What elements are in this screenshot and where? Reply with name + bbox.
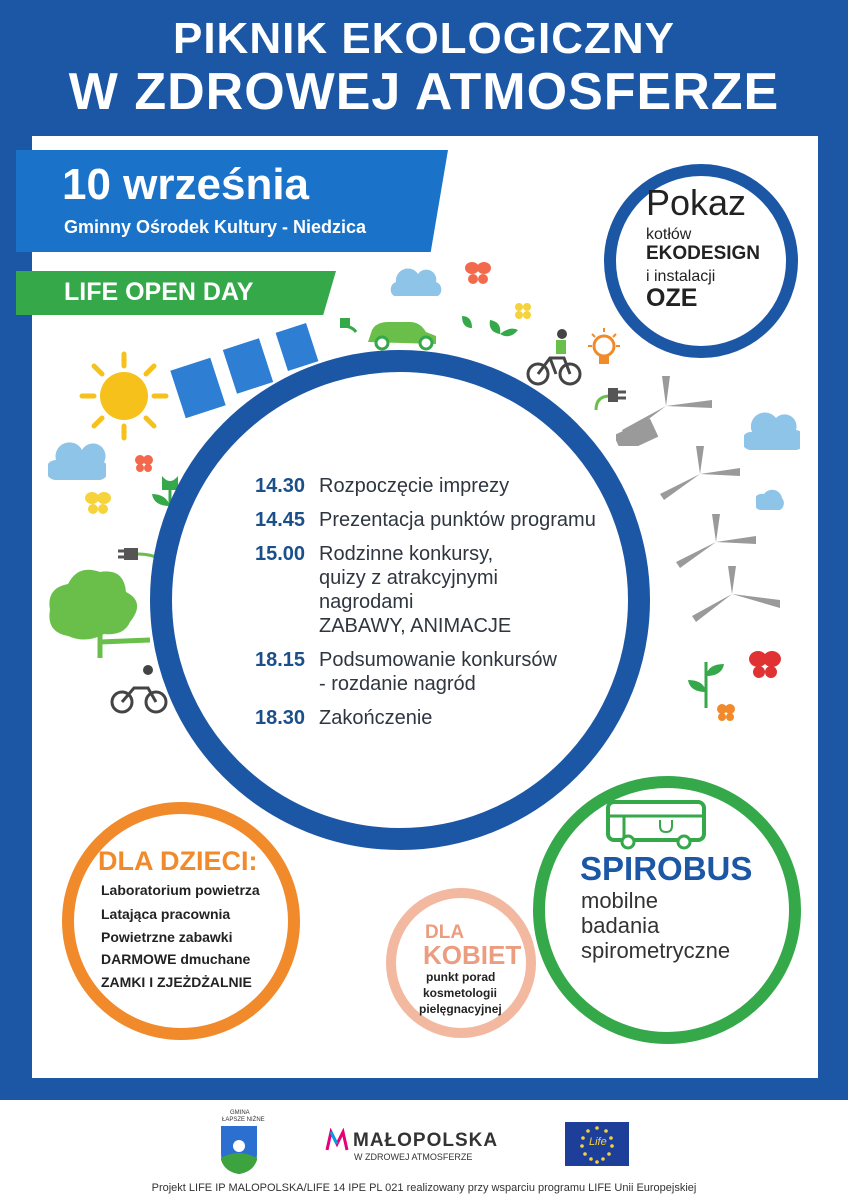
dzieci-item: Powietrzne zabawki [101,929,233,945]
pokaz-line: OZE [646,284,698,312]
butterfly-icon [748,650,782,680]
schedule-time: 18.15 [255,649,306,671]
kobiet-title-line1: DLA [425,922,465,943]
schedule-time: 15.00 [255,543,306,565]
flower-icon [684,652,728,708]
event-date: 10 września [62,160,310,209]
footer-note: Projekt LIFE IP MALOPOLSKA/LIFE 14 IPE PL 021 realizowany przy wsparciu programu LIFE Unii Europejskiej [151,1182,697,1194]
butterfly-icon [716,704,736,722]
cloud-icon [744,396,800,452]
pokaz-line: kotłów [646,226,692,243]
malopolska-subtitle: W ZDROWEJ ATMOSFERZE [354,1152,473,1162]
kobiet-title-line2: KOBIET [423,940,522,970]
dzieci-item: ZAMKI I ZJEŻDŻALNIE [101,974,252,990]
spirobus-item: spirometryczne [581,938,731,963]
dzieci-title: DLA DZIECI: [98,846,258,876]
sun-icon [78,350,170,442]
schedule-item [255,648,635,696]
tree-icon [46,566,156,658]
schedule-text: Podsumowanie konkursów - rozdanie nagród [319,649,557,695]
butterfly-icon [464,260,492,286]
gmina-label: GMINA [230,1110,250,1116]
pokaz-title: Pokaz [646,182,747,223]
schedule-text: Prezentacja punktów programu [319,509,596,531]
schedule-item [255,508,635,532]
gmina-name: ŁAPSZE NIŻNE [222,1117,265,1123]
schedule-item [255,542,635,638]
butterfly-icon [84,490,112,516]
coat-of-arms-icon [219,1124,259,1176]
electric-car-icon [340,312,444,352]
schedule-item [255,474,635,498]
cyclist-icon [110,664,168,716]
malopolska-logo-icon [325,1128,349,1152]
schedule-time: 14.45 [255,509,306,531]
cyclist-icon [526,326,582,388]
dzieci-item: Latająca pracownia [101,906,231,922]
schedule-list [255,474,635,740]
schedule-time: 14.30 [255,475,306,497]
spirobus-item: mobilne [581,888,659,913]
cloud-icon [388,266,444,298]
event-venue: Gminny Ośrodek Kultury - Niedzica [64,217,367,237]
life-open-day: LIFE OPEN DAY [64,278,254,306]
kobiet-item: punkt porad [426,970,496,984]
wind-turbine-icon [656,446,742,510]
title-line1: PIKNIK EKOLOGICZNY [172,14,676,63]
wind-turbine-icon [688,566,784,626]
schedule-text: Rodzinne konkursy, quizy z atrakcyjnymi nagrodami ZABAWY, ANIMACJE [319,543,512,637]
schedule-text: Zakończenie [319,707,433,729]
kobiet-item: pielęgnacyjnej [419,1002,502,1016]
life-logo-text: Life [589,1136,607,1148]
butterfly-icon [134,454,154,474]
cloud-icon [756,472,786,512]
pokaz-line: i instalacji [646,268,716,285]
dzieci-item: DARMOWE dmuchane [101,951,251,967]
schedule-text: Rozpoczęcie imprezy [319,475,510,497]
lightbulb-icon [584,326,624,372]
kobiet-item: kosmetologii [423,986,498,1000]
butterfly-icon [514,302,532,320]
spirobus-title: SPIROBUS [580,850,753,887]
bus-icon [604,798,708,850]
schedule-time: 18.30 [255,707,306,729]
pokaz-line: EKODESIGN [646,243,761,264]
dzieci-item: Laboratorium powietrza [101,882,260,898]
spirobus-item: badania [581,913,660,938]
cloud-icon [48,432,106,482]
wind-turbine-icon [616,376,716,446]
schedule-item [255,706,635,730]
title-line2: W ZDROWEJ ATMOSFERZE [68,63,780,121]
malopolska-title: MAŁOPOLSKA [353,1130,499,1151]
